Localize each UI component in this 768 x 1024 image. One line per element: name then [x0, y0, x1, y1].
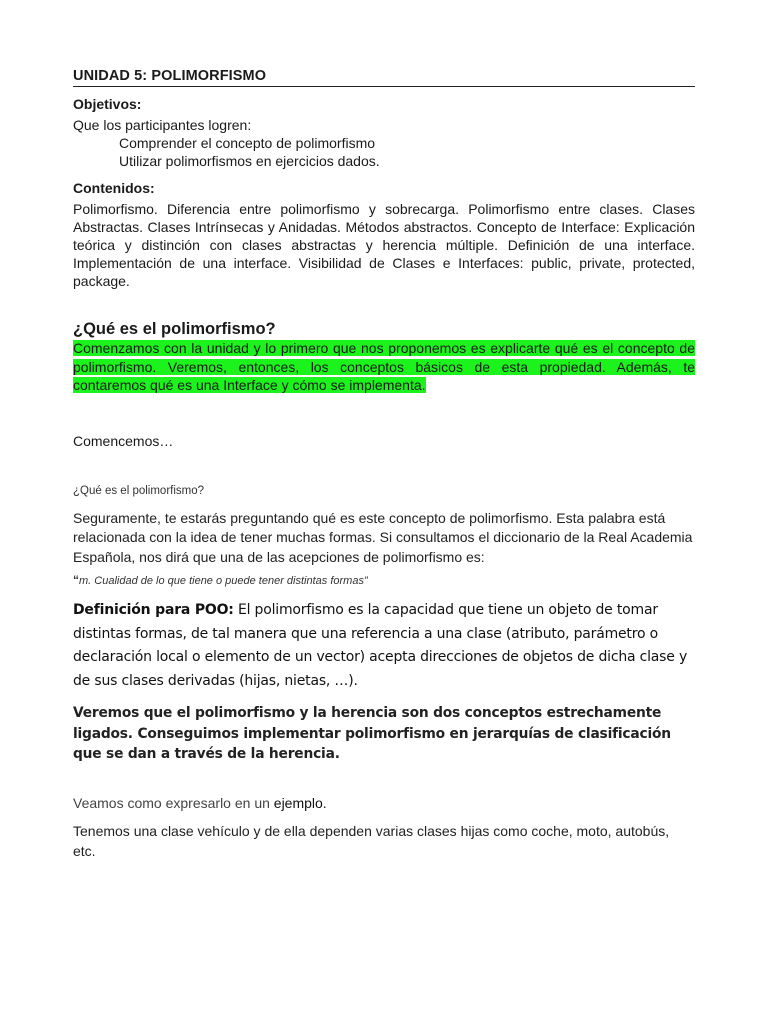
unit-title: UNIDAD 5: POLIMORFISMO [73, 68, 695, 87]
objective-item: Utilizar polimorfismos en ejercicios dados. [119, 153, 380, 169]
definition-label: Definición para POO: [73, 602, 234, 618]
definition-paragraph [73, 599, 695, 693]
objective-item: Comprender el concepto de polimorfismo [119, 135, 376, 151]
start-text: Comencemos… [73, 432, 174, 449]
example-word: ejemplo. [273, 794, 327, 811]
highlighted-intro [73, 339, 695, 395]
example-paragraph: Tenemos una clase vehículo y de ella dependen varias clases hijas como coche, moto, autobús, etc. [73, 822, 670, 859]
quote-mark: “ [73, 573, 79, 587]
inheritance-paragraph: Veremos que el polimorfismo y la herencia son dos conceptos estrechamente ligados. Conseguimos implementar polimorfismo en jerarquías de clasificación que se dan a través de la herencia. [73, 705, 671, 762]
section-heading: ¿Qué es el polimorfismo? [73, 320, 276, 338]
document-page [73, 68, 695, 861]
contents-text: Polimorfismo. Diferencia entre polimorfismo y sobrecarga. Polimorfismo entre clases. Clases Abstractas. Clases Intrínsecas y Anidadas. Métodos abstractos. Concepto de Interface: Explicación teórica y distinción con clases abstractas y herencia múltiple. Definición de una interface. Implementación de una interface. Visibilidad de Clases e Interfaces: public, private, protected, package. [73, 201, 695, 289]
definition-text: El polimorfismo es la capacidad que tiene un objeto de tomar distintas formas, de tal manera que una referencia a una clase (atributo, parámetro o declaración local o elemento de un vector) acepta direcciones de objetos de dicha clase y de sus clases derivadas (hijas, nietas, …). [73, 602, 688, 689]
subsection-heading: ¿Qué es el polimorfismo? [73, 484, 205, 497]
highlighted-text: Comenzamos con la unidad y lo primero que nos proponemos es explicarte qué es el concepto de polimorfismo. Veremos, entonces, los conceptos básicos de esta propiedad. Además, te contaremos qué es una Interface y cómo se implementa. [73, 340, 695, 393]
example-intro [73, 795, 695, 811]
objectives-heading: Objetivos: [73, 96, 142, 112]
objectives-intro: Que los participantes logren: [73, 117, 252, 133]
intro-paragraph: Seguramente, te estarás preguntando qué es este concepto de polimorfismo. Esta palabra está relacionada con la idea de tener muchas formas. Si consultamos el diccionario de la Real Academia Española, nos dirá que una de las acepciones de polimorfismo es: [73, 509, 693, 565]
quote-text: m. Cualidad de lo que tiene o puede tener distintas formas” [79, 575, 368, 587]
example-intro-text: Veamos como expresarlo en un [73, 794, 274, 811]
contents-heading: Contenidos: [73, 180, 155, 196]
dictionary-quote [73, 573, 695, 587]
